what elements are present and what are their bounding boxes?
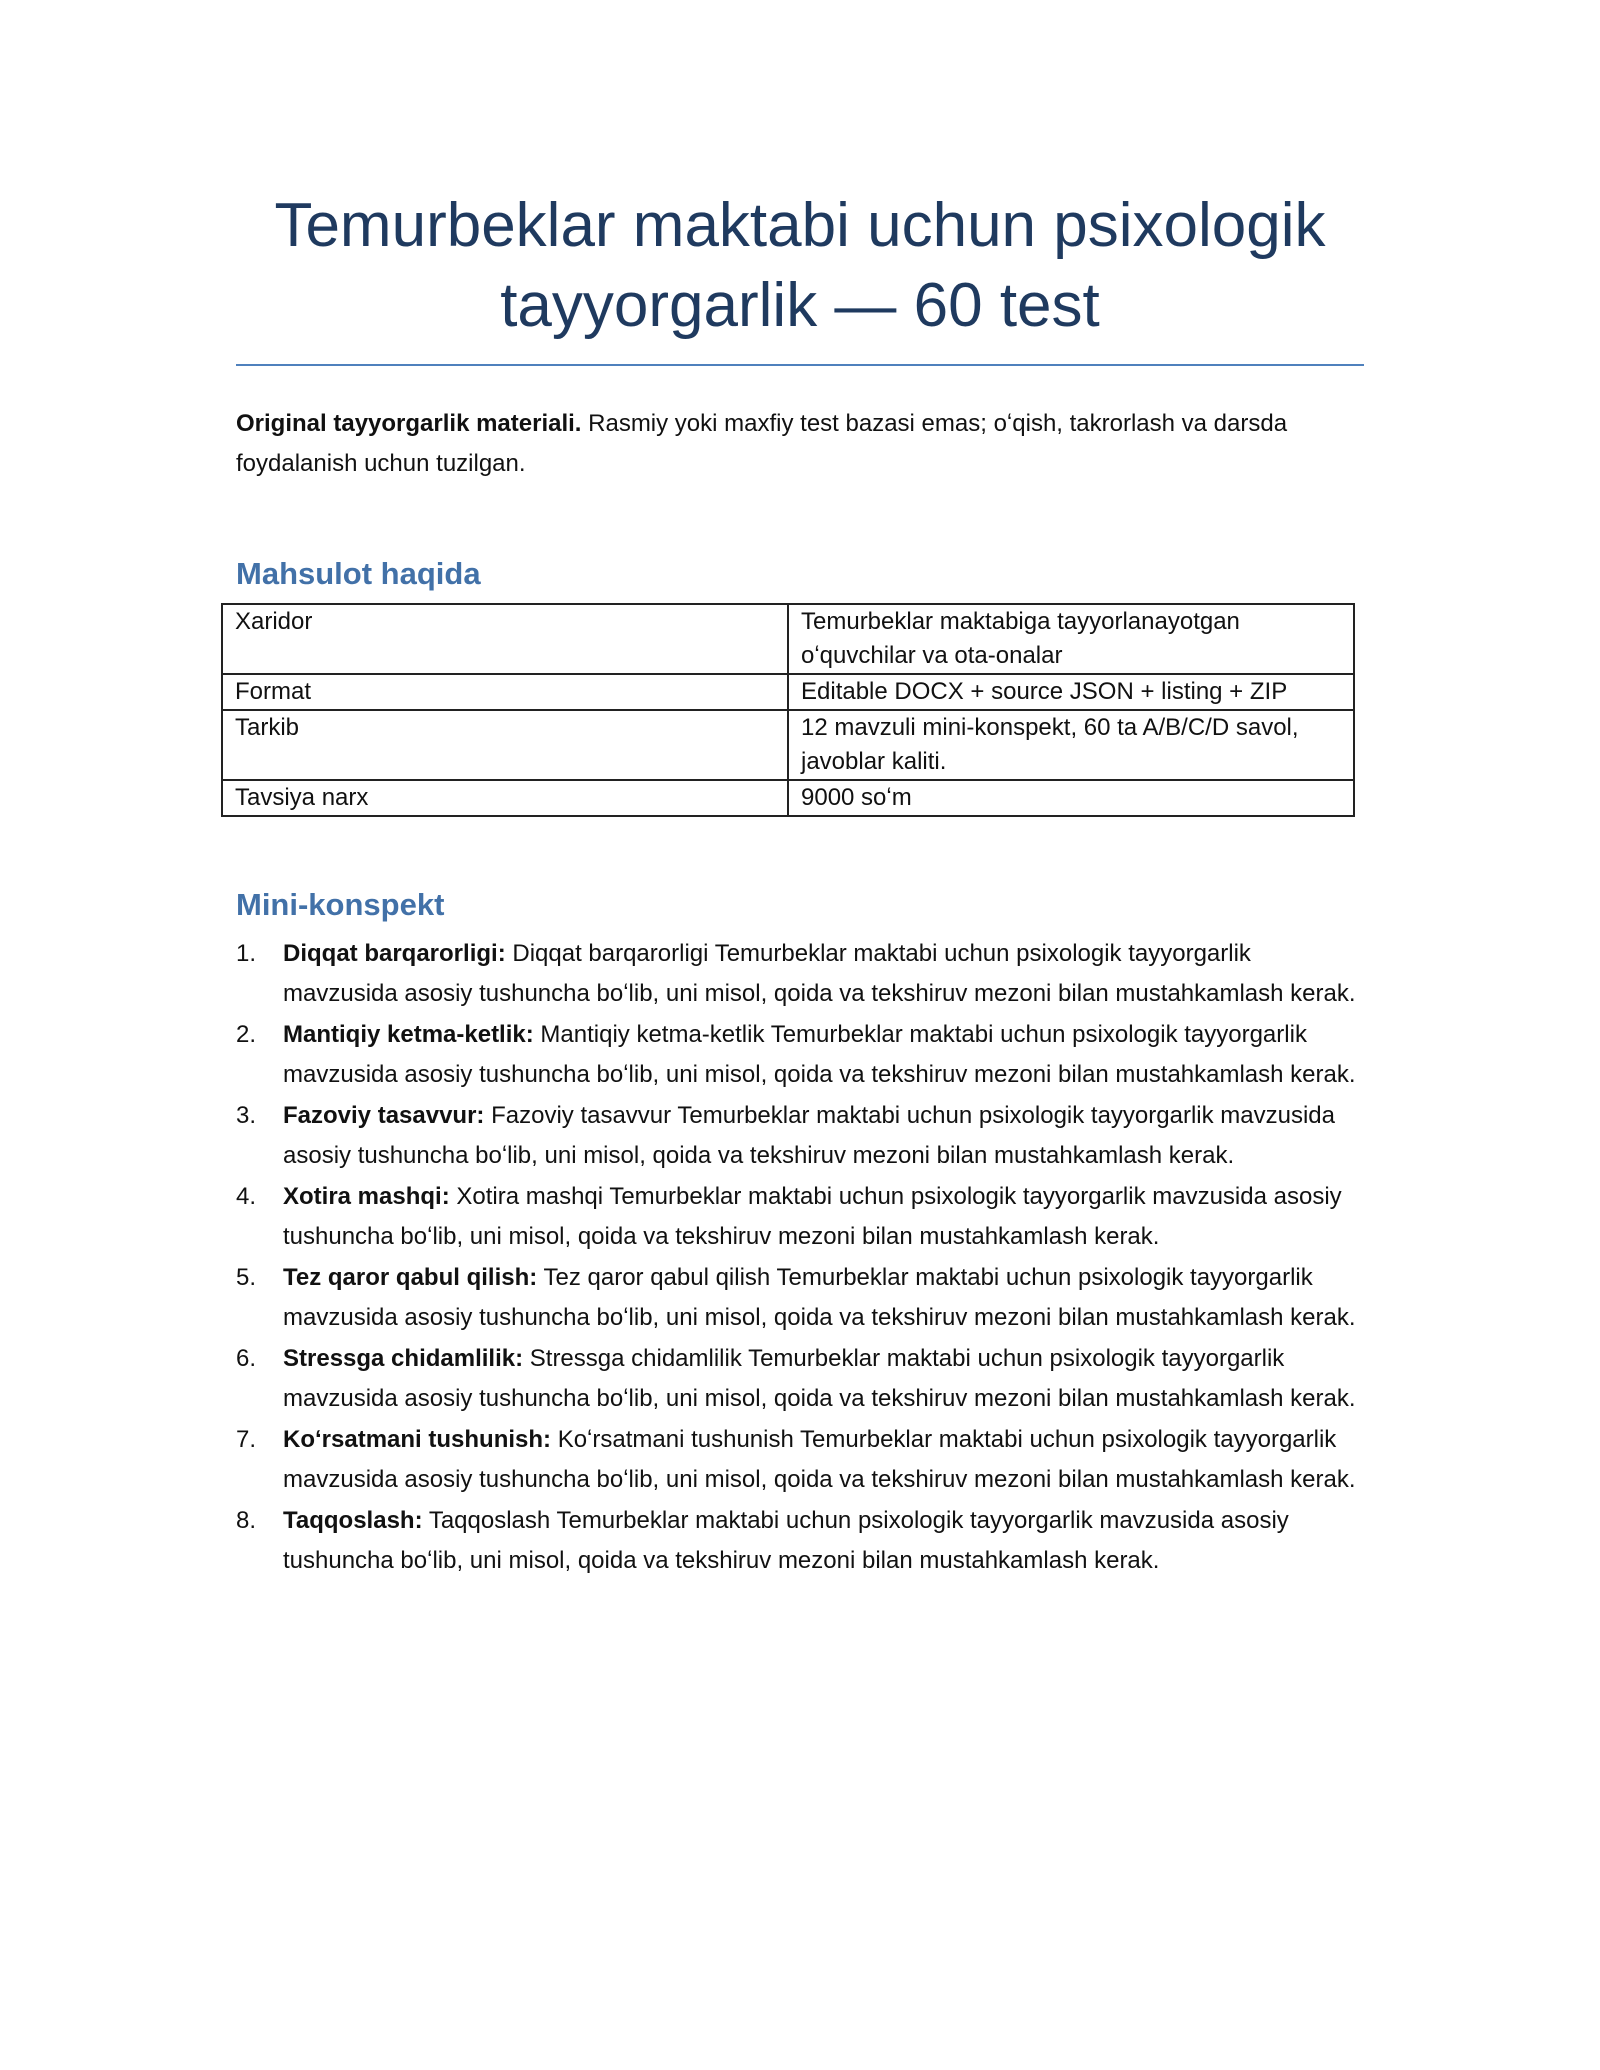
list-item (236, 1501, 1366, 1581)
list-item-text: Diqqat barqarorligi Temurbeklar maktabi uchun psixologik tayyorgarlik mavzusida asosiy tushuncha boʻlib, uni misol, qoida va tekshiruv mezoni bilan mustahkamlash kerak. (283, 940, 1356, 1007)
list-item-text: Koʻrsatmani tushunish Temurbeklar maktabi uchun psixologik tayyorgarlik mavzusida asosiy tushuncha boʻlib, uni misol, qoida va tekshiruv mezoni bilan mustahkamlash kerak. (283, 1426, 1356, 1493)
table-row (222, 710, 1354, 780)
table-row (222, 674, 1354, 710)
intro-text: Rasmiy yoki maxfiy test bazasi emas; oʻqish, takrorlash va darsda foydalanish uchun tuzilgan. (236, 410, 1288, 477)
list-item (236, 1096, 1366, 1176)
list-item-term: Mantiqiy ketma-ketlik: (283, 1021, 534, 1048)
list-item-number: 1. (236, 940, 257, 967)
table-cell-label: Tarkib (222, 710, 788, 780)
list-item-number: 5. (236, 1264, 257, 1291)
product-info-table (221, 603, 1355, 817)
list-item-term: Taqqoslash: (283, 1507, 423, 1534)
product-section-heading: Mahsulot haqida (236, 556, 481, 591)
konspekt-section-heading: Mini-konspekt (236, 887, 445, 922)
list-item-term: Stressga chidamlilik: (283, 1345, 524, 1372)
list-item-term: Tez qaror qabul qilish: (283, 1264, 538, 1291)
table-cell-value: Temurbeklar maktabiga tayyorlanayotgan oʻquvchilar va ota-onalar (788, 604, 1354, 674)
list-item-text: Fazoviy tasavvur Temurbeklar maktabi uchun psixologik tayyorgarlik mavzusida asosiy tushuncha boʻlib, uni misol, qoida va tekshiruv mezoni bilan mustahkamlash kerak. (283, 1102, 1336, 1169)
list-item-number: 7. (236, 1426, 257, 1453)
list-item-number: 8. (236, 1507, 257, 1534)
list-item (236, 1339, 1366, 1419)
table-row (222, 604, 1354, 674)
list-item-text: Xotira mashqi Temurbeklar maktabi uchun psixologik tayyorgarlik mavzusida asosiy tushuncha boʻlib, uni misol, qoida va tekshiruv mezoni bilan mustahkamlash kerak. (283, 1183, 1342, 1250)
list-item (236, 1258, 1366, 1338)
table-cell-value: 9000 soʻm (788, 780, 1354, 816)
list-item-term: Fazoviy tasavvur: (283, 1102, 485, 1129)
list-item-text: Taqqoslash Temurbeklar maktabi uchun psixologik tayyorgarlik mavzusida asosiy tushuncha boʻlib, uni misol, qoida va tekshiruv mezoni bilan mustahkamlash kerak. (283, 1507, 1289, 1574)
list-item-term: Diqqat barqarorligi: (283, 940, 506, 967)
list-item-text: Stressga chidamlilik Temurbeklar maktabi uchun psixologik tayyorgarlik mavzusida asosiy tushuncha boʻlib, uni misol, qoida va tekshiruv mezoni bilan mustahkamlash kerak. (283, 1345, 1356, 1412)
list-item-number: 6. (236, 1345, 257, 1372)
list-item-term: Koʻrsatmani tushunish: (283, 1426, 552, 1453)
list-item-text: Mantiqiy ketma-ketlik Temurbeklar maktabi uchun psixologik tayyorgarlik mavzusida asosiy tushuncha boʻlib, uni misol, qoida va tekshiruv mezoni bilan mustahkamlash kerak. (283, 1021, 1356, 1088)
document-title: Temurbeklar maktabi uchun psixologik tayyorgarlik — 60 test (274, 191, 1326, 340)
konspekt-list (236, 934, 1366, 1582)
list-item (236, 1015, 1366, 1095)
table-cell-label: Format (222, 674, 788, 710)
list-item (236, 1420, 1366, 1500)
table-cell-value: Editable DOCX + source JSON + listing + ZIP (788, 674, 1354, 710)
intro-bold-lead: Original tayyorgarlik materiali. (236, 410, 582, 437)
list-item (236, 934, 1366, 1014)
list-item-number: 2. (236, 1021, 257, 1048)
intro-paragraph (236, 404, 1364, 484)
table-row (222, 780, 1354, 816)
title-underline-divider (236, 364, 1364, 366)
table-cell-label: Tavsiya narx (222, 780, 788, 816)
table-cell-value: 12 mavzuli mini-konspekt, 60 ta A/B/C/D savol, javoblar kaliti. (788, 710, 1354, 780)
table-cell-label: Xaridor (222, 604, 788, 674)
list-item-text: Tez qaror qabul qilish Temurbeklar maktabi uchun psixologik tayyorgarlik mavzusida asosiy tushuncha boʻlib, uni misol, qoida va tekshiruv mezoni bilan mustahkamlash kerak. (283, 1264, 1356, 1331)
list-item-term: Xotira mashqi: (283, 1183, 450, 1210)
list-item (236, 1177, 1366, 1257)
list-item-number: 3. (236, 1102, 257, 1129)
list-item-number: 4. (236, 1183, 257, 1210)
